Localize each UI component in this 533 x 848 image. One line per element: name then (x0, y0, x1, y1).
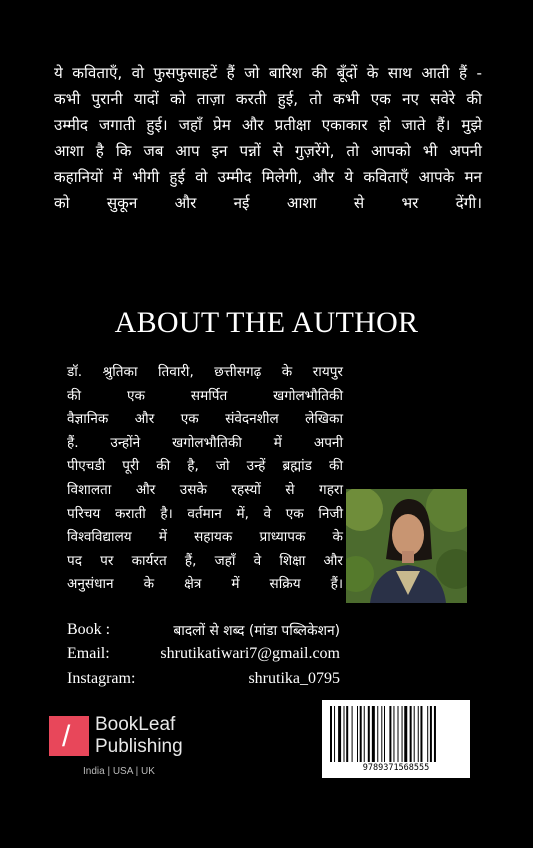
barcode-bar (384, 706, 385, 762)
book-line (67, 621, 340, 640)
instagram-line (67, 670, 340, 688)
barcode-bar (377, 706, 378, 762)
blurb-line: कहानियों में भीगी हुई वो उम्मीद मिलेगी, और ये कविताएँ आपके मन (54, 168, 482, 186)
barcode-bar (346, 706, 348, 762)
barcode-bar (368, 706, 370, 762)
bio-line: डॉ. श्रुतिका तिवारी, छत्तीसगढ़ के रायपुर (67, 364, 343, 380)
barcode-bar (344, 706, 345, 762)
publisher-regions: India | USA | UK (83, 766, 155, 777)
barcode-bar (402, 706, 403, 762)
barcode-bar (334, 706, 335, 762)
barcode-bar (434, 706, 436, 762)
publisher-name-line1: BookLeaf (95, 714, 176, 735)
blurb-line: ये कविताएँ, वो फुसफुसाहटें हैं जो बारिश की बूँदों के साथ आती हैं - (54, 64, 482, 82)
blurb-line: को सुकून और नई आशा से भर देंगी। (54, 194, 482, 212)
author-bio (67, 361, 343, 597)
isbn-barcode (322, 700, 470, 778)
barcode-bar (389, 706, 391, 762)
barcode-bar (393, 706, 394, 762)
blurb-line: उम्मीद जगाती हुई। जहाँ प्रेम और प्रतीक्षा एकाकार हो जाते हैं। मुझे (54, 116, 482, 134)
barcode-bar (357, 706, 358, 762)
barcode-bar (404, 706, 407, 762)
bio-line: की एक समर्पित खगोलभौतिकी (67, 387, 343, 404)
barcode-bar (330, 706, 332, 762)
bio-line: अनुसंधान के क्षेत्र में सक्रिय हैं। (67, 576, 343, 593)
bio-line: पद पर कार्यरत हैं, जहाँ वे शिक्षा और (67, 552, 343, 569)
book-title: बादलों से शब्द (मांडा पब्लिकेशन) (173, 623, 340, 639)
bio-line: हैं. उन्होंने खगोलभौतिकी में अपनी (67, 434, 343, 451)
book-label: Book : (67, 621, 111, 638)
barcode-bar (338, 706, 341, 762)
about-the-author-heading: ABOUT THE AUTHOR (114, 306, 419, 339)
barcode-bar (398, 706, 399, 762)
barcode-bar (427, 706, 428, 762)
barcode-bar (352, 706, 353, 762)
isbn-number: 9789371568555 (362, 763, 430, 773)
email-label: Email: (67, 645, 110, 662)
barcode-bar (414, 706, 415, 762)
back-cover-blurb (54, 60, 482, 216)
barcode-bar (418, 706, 419, 762)
blurb-line: आशा है कि जब आप इन पन्नों से गुज़रेंगे, तो आपको भी अपनी (54, 142, 482, 160)
email-address: shrutikatiwari7@gmail.com (160, 645, 340, 662)
email-line (67, 645, 340, 663)
slash-glyph: / (62, 720, 71, 753)
author-photo (346, 489, 467, 603)
bio-line: विशालता और उसके रहस्यों से गहरा (67, 481, 343, 498)
barcode-bars (330, 706, 462, 762)
barcode-bar (360, 706, 362, 762)
barcode-bar (381, 706, 382, 762)
barcode-bar (372, 706, 375, 762)
blurb-line: कभी पुरानी यादों को ताज़ा करती हुई, तो कभी एक नए सवेरे की (54, 90, 482, 108)
barcode-bar (364, 706, 365, 762)
publisher-logo-mark (49, 716, 89, 756)
publisher-name-line2: Publishing (95, 736, 183, 757)
bio-line: पीएचडी पूरी की है, जो उन्हें ब्रह्मांड की (67, 458, 343, 475)
instagram-handle: shrutika_0795 (248, 670, 340, 687)
bio-line: परिचय कराती है। वर्तमान में, वे एक निजी (67, 505, 343, 522)
barcode-bar (430, 706, 432, 762)
bio-line: विश्वविद्यालय में सहायक प्राध्यापक के (67, 529, 343, 546)
bio-line: वैज्ञानिक और एक संवेदनशील लेखिका (67, 411, 343, 428)
barcode-bar (420, 706, 422, 762)
barcode-bar (410, 706, 412, 762)
instagram-label: Instagram: (67, 670, 136, 687)
publisher-name (95, 714, 183, 758)
